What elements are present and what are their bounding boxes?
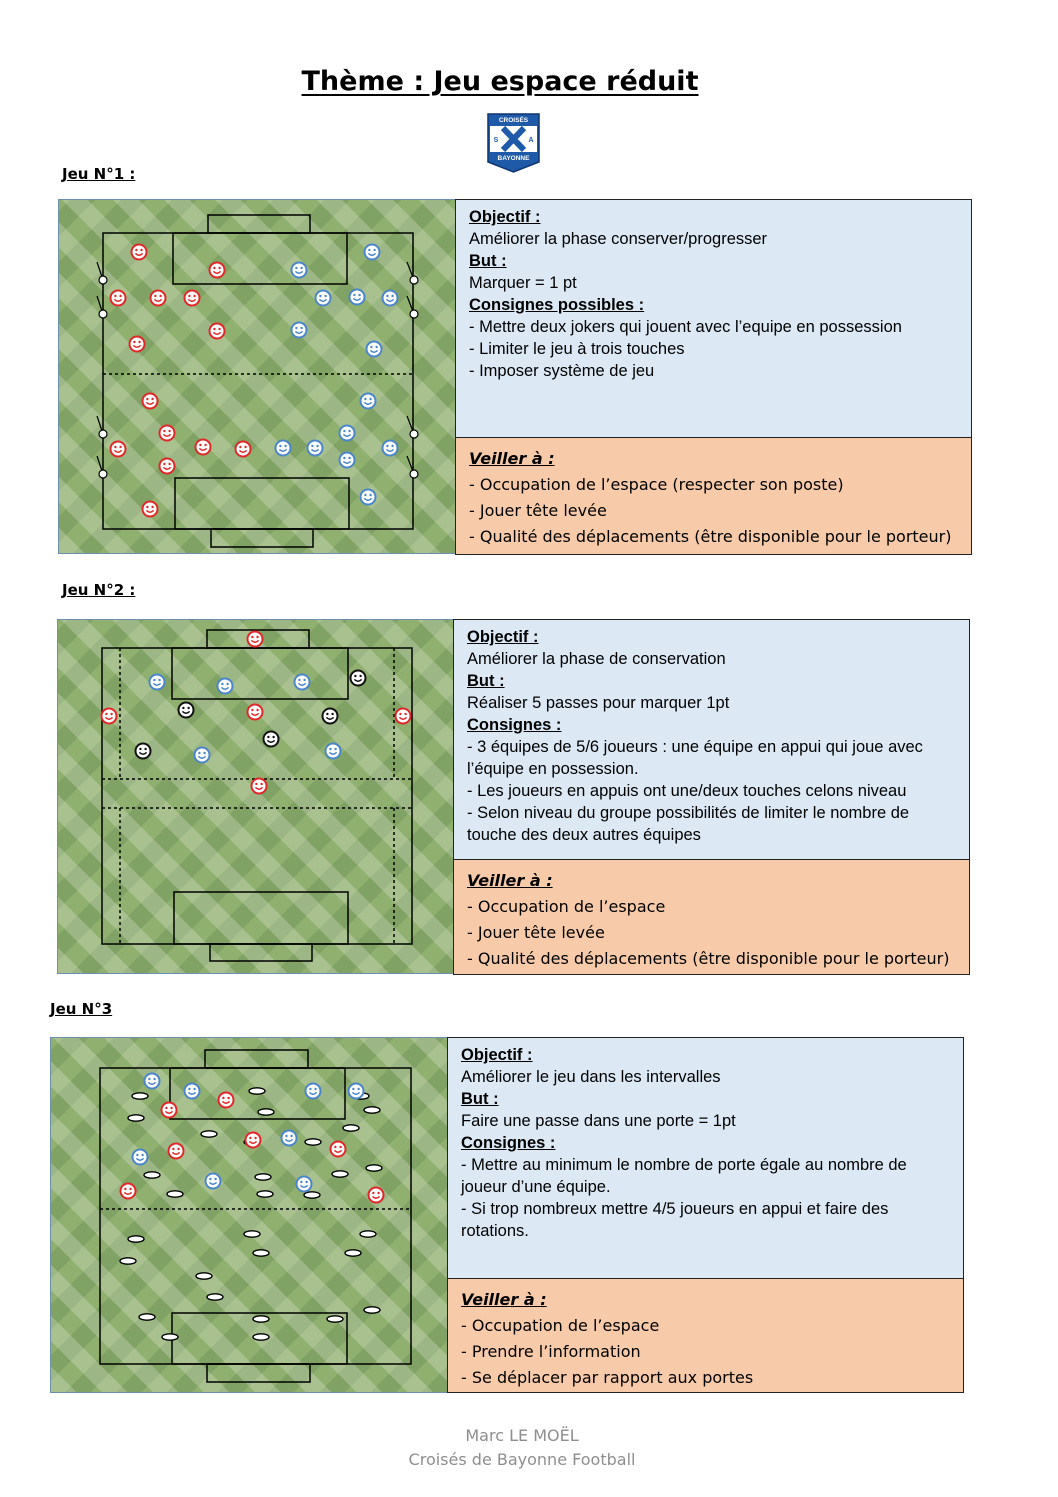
blue-player-icon: [349, 1084, 364, 1099]
cone-gate-icon: [244, 1231, 260, 1237]
game-1-rule-line: - Imposer système de jeu: [469, 362, 655, 380]
cone-gate-icon: [332, 1171, 348, 1177]
red-player-icon: [151, 291, 166, 306]
blue-player-icon: [297, 1177, 312, 1192]
game-2-rule-line: - Les joueurs en appuis ont une/deux touches celons niveau: [467, 782, 907, 800]
red-player-icon: [210, 324, 225, 339]
cone-gate-icon: [255, 1174, 271, 1180]
cone-gate-icon: [257, 1191, 273, 1197]
game-1-goal-heading: But :: [469, 252, 507, 270]
blue-player-icon: [195, 748, 210, 763]
game-3-watch-line: - Occupation de l’espace: [461, 1316, 660, 1335]
game-1-goal-line: Marquer = 1 pt: [469, 274, 577, 292]
cone-gate-icon: [258, 1109, 274, 1115]
game-1-watch-line: - Jouer tête levée: [469, 501, 607, 520]
cone-gate-icon: [162, 1334, 178, 1340]
blue-player-icon: [292, 263, 307, 278]
blue-player-icon: [306, 1084, 321, 1099]
red-player-icon: [143, 502, 158, 517]
blue-player-icon: [282, 1131, 297, 1146]
blue-player-icon: [361, 394, 376, 409]
cone-gate-icon: [364, 1107, 380, 1113]
blue-player-icon: [145, 1074, 160, 1089]
cone-gate-icon: [196, 1273, 212, 1279]
black-player-icon: [179, 703, 194, 718]
footer-author: Marc LE MOËL: [465, 1426, 579, 1445]
game-3-goal-line: Faire une passe dans une porte = 1pt: [461, 1112, 736, 1130]
cone-gate-icon: [343, 1125, 359, 1131]
cone-gate-icon: [345, 1250, 361, 1256]
red-player-icon: [111, 442, 126, 457]
red-player-icon: [248, 632, 263, 647]
game-2-rules-heading: Consignes :: [467, 716, 562, 734]
cone-gate-icon: [207, 1294, 223, 1300]
red-player-icon: [160, 459, 175, 474]
red-player-icon: [219, 1093, 234, 1108]
game-3-rule-line: - Mettre au minimum le nombre de porte égale au nombre de joueur d’une équipe.: [461, 1156, 907, 1196]
cone-gate-icon: [253, 1334, 269, 1340]
game-2-objective-heading: Objectif :: [467, 628, 539, 646]
game-1-objective-line: Améliorer la phase conserver/progresser: [469, 230, 768, 248]
cone-gate-icon: [201, 1131, 217, 1137]
cone-gate-icon: [128, 1236, 144, 1242]
red-player-icon: [196, 440, 211, 455]
blue-player-icon: [276, 441, 291, 456]
game-2-info-panel: [453, 619, 970, 860]
cone-gate-icon: [128, 1115, 144, 1121]
blue-player-icon: [133, 1150, 148, 1165]
game-1-rule-line: - Mettre deux jokers qui jouent avec l’equipe en possession: [469, 318, 902, 336]
cone-gate-icon: [144, 1172, 160, 1178]
blue-player-icon: [218, 679, 233, 694]
red-player-icon: [236, 442, 251, 457]
footer-club: Croisés de Bayonne Football: [408, 1450, 636, 1469]
game-2-objective-line: Améliorer la phase de conservation: [467, 650, 726, 668]
game-1-pitch-diagram: [58, 199, 456, 554]
cone-gate-icon: [139, 1314, 155, 1320]
logo-left-letter: S: [493, 137, 499, 144]
cone-gate-icon: [360, 1231, 376, 1237]
blue-player-icon: [365, 245, 380, 260]
logo-bottom-text: BAYONNE: [497, 155, 530, 162]
red-player-icon: [160, 426, 175, 441]
game-3-watch-heading: Veiller à :: [461, 1290, 547, 1309]
cone-gate-icon: [327, 1316, 343, 1322]
game-2-goal-heading: But :: [467, 672, 505, 690]
cone-gate-icon: [304, 1192, 320, 1198]
blue-player-icon: [367, 342, 382, 357]
game-2-rule-line: - Selon niveau du groupe possibilités de limiter le nombre de touche des deux autres équipes: [467, 804, 910, 844]
game-2-label: Jeu N°2 :: [62, 581, 136, 599]
game-3-objective-line: Améliorer le jeu dans les intervalles: [461, 1068, 721, 1086]
game-1-watch-line: - Occupation de l’espace (respecter son poste): [469, 475, 844, 494]
blue-player-icon: [308, 441, 323, 456]
cone-gate-icon: [167, 1191, 183, 1197]
game-2-pitch-diagram: [57, 619, 454, 974]
red-player-icon: [369, 1188, 384, 1203]
blue-player-icon: [185, 1084, 200, 1099]
game-2-watch-line: - Qualité des déplacements (être disponible pour le porteur): [467, 949, 950, 968]
game-1-watch-line: - Qualité des déplacements (être disponible pour le porteur): [469, 527, 952, 546]
blue-player-icon: [361, 490, 376, 505]
game-1-rule-line: - Limiter le jeu à trois touches: [469, 340, 685, 358]
blue-player-icon: [340, 426, 355, 441]
blue-player-icon: [350, 290, 365, 305]
cone-gate-icon: [253, 1250, 269, 1256]
red-player-icon: [162, 1103, 177, 1118]
club-logo: [485, 112, 542, 174]
cone-gate-icon: [364, 1307, 380, 1313]
red-player-icon: [331, 1142, 346, 1157]
game-2-watch-line: - Occupation de l’espace: [467, 897, 666, 916]
red-player-icon: [185, 291, 200, 306]
red-player-icon: [132, 245, 147, 260]
blue-player-icon: [326, 744, 341, 759]
blue-player-icon: [340, 453, 355, 468]
cone-gate-icon: [305, 1139, 321, 1145]
game-3-info-panel: [447, 1037, 964, 1279]
game-3-rule-line: - Si trop nombreux mettre 4/5 joueurs en appui et faire des rotations.: [461, 1200, 889, 1240]
game-3-goal-heading: But :: [461, 1090, 499, 1108]
game-1-rules-heading: Consignes possibles :: [469, 296, 645, 314]
game-1-info-panel: [455, 199, 972, 438]
blue-player-icon: [316, 291, 331, 306]
red-player-icon: [248, 705, 263, 720]
footer: [0, 1424, 1044, 1472]
game-3-rules-heading: Consignes :: [461, 1134, 556, 1152]
black-player-icon: [323, 709, 338, 724]
red-player-icon: [396, 709, 411, 724]
black-player-icon: [264, 732, 279, 747]
game-3-pitch-diagram: [50, 1037, 448, 1393]
red-player-icon: [246, 1133, 261, 1148]
logo-right-letter: A: [528, 137, 534, 144]
game-3-watch-panel: [447, 1278, 964, 1393]
red-player-icon: [210, 263, 225, 278]
game-1-watch-heading: Veiller à :: [469, 449, 555, 468]
game-2-rule-line: - 3 équipes de 5/6 joueurs : une équipe en appui qui joue avec l’équipe en possession.: [467, 738, 923, 778]
red-player-icon: [169, 1144, 184, 1159]
cone-gate-icon: [249, 1088, 265, 1094]
blue-player-icon: [150, 675, 165, 690]
game-2-watch-line: - Jouer tête levée: [467, 923, 605, 942]
black-player-icon: [136, 744, 151, 759]
cone-gate-icon: [120, 1258, 136, 1264]
blue-player-icon: [383, 291, 398, 306]
red-player-icon: [130, 337, 145, 352]
logo-top-text: CROISÉS: [498, 117, 529, 124]
game-1-objective-heading: Objectif :: [469, 208, 541, 226]
game-3-label: Jeu N°3: [50, 1000, 113, 1018]
red-player-icon: [102, 709, 117, 724]
game-1-label: Jeu N°1 :: [62, 165, 136, 183]
black-player-icon: [351, 671, 366, 686]
game-1-watch-panel: [455, 437, 972, 555]
game-3-objective-heading: Objectif :: [461, 1046, 533, 1064]
blue-player-icon: [295, 675, 310, 690]
game-3-watch-line: - Se déplacer par rapport aux portes: [461, 1368, 754, 1387]
game-2-watch-panel: [453, 859, 970, 975]
red-player-icon: [111, 291, 126, 306]
cone-gate-icon: [132, 1093, 148, 1099]
page-title: Thème : Jeu espace réduit: [301, 66, 699, 97]
cone-gate-icon: [366, 1165, 382, 1171]
game-3-watch-line: - Prendre l’information: [461, 1342, 641, 1361]
red-player-icon: [121, 1184, 136, 1199]
game-2-goal-line: Réaliser 5 passes pour marquer 1pt: [467, 694, 730, 712]
red-player-icon: [252, 779, 267, 794]
blue-player-icon: [292, 323, 307, 338]
blue-player-icon: [383, 441, 398, 456]
game-2-watch-heading: Veiller à :: [467, 871, 553, 890]
cone-gate-icon: [253, 1316, 269, 1322]
red-player-icon: [143, 394, 158, 409]
blue-player-icon: [206, 1174, 221, 1189]
